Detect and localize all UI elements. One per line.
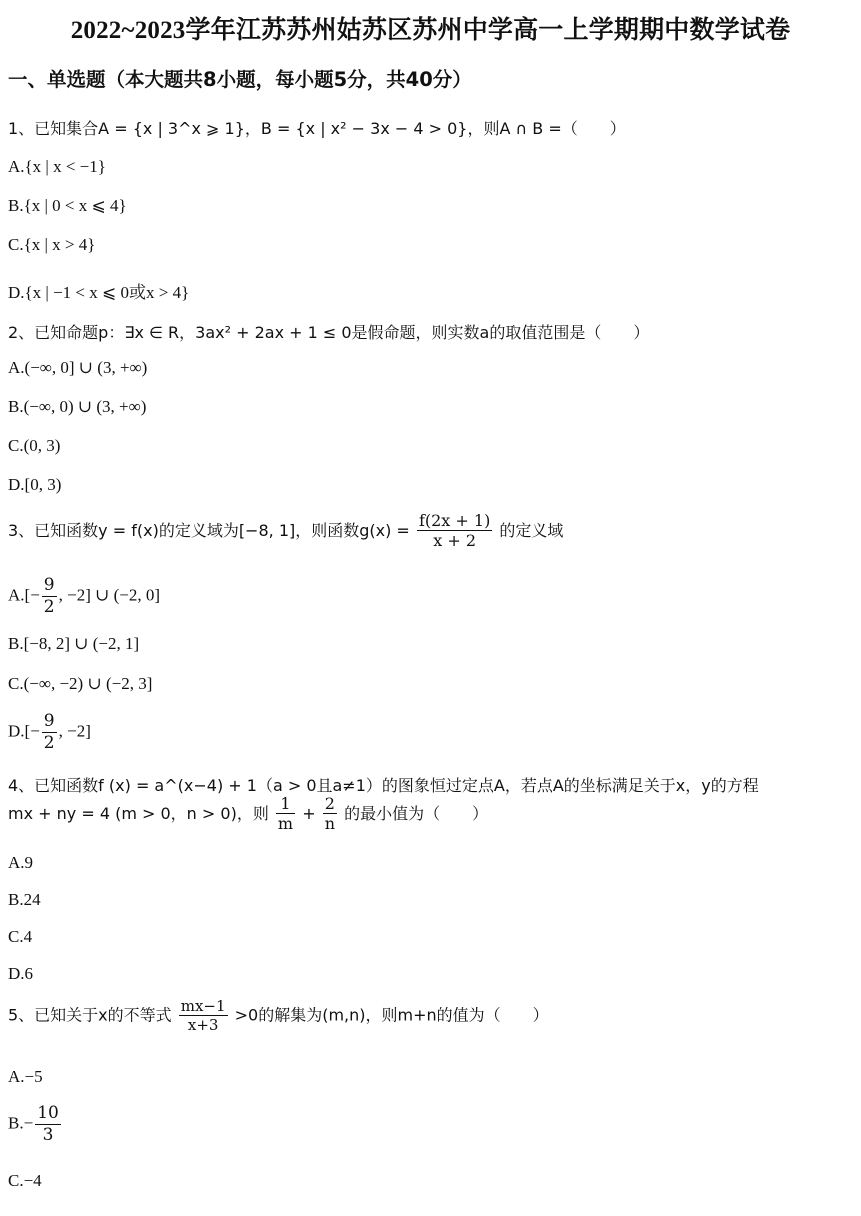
question-2-option-c: C.(0, 3)	[8, 436, 61, 455]
question-2-stem: 2、已知命题p：∃x ∈ R，3ax² + 2ax + 1 ≤ 0是假命题，则实数a的取值范围是（ ）	[8, 323, 650, 342]
plus-sign: +	[302, 803, 316, 823]
option-fraction	[35, 1104, 61, 1145]
question-3-option-a	[8, 576, 160, 617]
question-5-option-c: C.−4	[8, 1171, 42, 1190]
question-3-fraction	[417, 512, 492, 551]
question-5-stem-tail: >0的解集为(m,n)，则m+n的值为（ ）	[234, 1005, 549, 1025]
question-4-option-b: B.24	[8, 890, 41, 909]
exam-title: 2022~2023学年江苏苏州姑苏区苏州中学高一上学期期中数学试卷	[70, 17, 791, 44]
fraction-denominator: 2	[43, 596, 55, 617]
question-4-stem-line-2	[8, 795, 488, 834]
option-suffix: , −2] ∪ (−2, 0]	[58, 585, 161, 605]
option-fraction	[42, 576, 57, 617]
option-suffix: , −2]	[58, 721, 91, 741]
question-3-fraction-numerator: f(2x + 1)	[418, 511, 491, 530]
question-4-option-d: D.6	[8, 964, 34, 983]
question-2-option-a: A.(−∞, 0] ∪ (3, +∞)	[8, 358, 148, 377]
option-prefix: B.−	[8, 1113, 34, 1133]
option-fraction	[42, 712, 57, 753]
fraction-denominator: 3	[35, 1124, 61, 1145]
fraction-denominator: 2	[43, 732, 55, 753]
option-prefix: A.[−	[8, 585, 40, 605]
question-1-option-a: A.{x | x < −1}	[8, 157, 106, 176]
question-2-option-b: B.(−∞, 0) ∪ (3, +∞)	[8, 397, 147, 416]
question-4-equation: mx + ny = 4 (m > 0，n > 0)，则	[8, 803, 269, 823]
fraction-numerator: 1	[280, 794, 291, 813]
question-3-option-b: B.[−8, 2] ∪ (−2, 1]	[8, 634, 140, 653]
question-5-fraction	[179, 998, 228, 1034]
question-5-stem-text: 5、已知关于x的不等式	[8, 1005, 172, 1025]
fraction-denominator: x+3	[179, 1015, 228, 1034]
question-3-option-c: C.(−∞, −2) ∪ (−2, 3]	[8, 674, 153, 693]
fraction-numerator: 9	[43, 575, 55, 595]
fraction-numerator: 10	[37, 1103, 59, 1123]
question-1-option-d: D.{x | −1 < x ⩽ 0或x > 4}	[8, 283, 190, 302]
question-5-stem	[8, 998, 549, 1034]
question-1-option-b: B.{x | 0 < x ⩽ 4}	[8, 196, 127, 215]
fraction-numerator: mx−1	[180, 997, 226, 1015]
question-1-option-c: C.{x | x > 4}	[8, 235, 96, 254]
fraction-numerator: 9	[43, 711, 55, 731]
question-4-fraction-2	[323, 795, 337, 834]
section-title: 一、单选题（本大题共8小题，每小题5分，共40分）	[8, 68, 472, 91]
question-3-stem	[8, 512, 563, 551]
fraction-denominator: n	[324, 814, 335, 834]
question-4-fraction-1	[276, 795, 295, 834]
question-1-stem: 1、已知集合A = {x | 3^x ⩾ 1}，B = {x | x² − 3x − 4 > 0}，则A ∩ B =（ ）	[8, 119, 626, 138]
question-5-option-a: A.−5	[8, 1067, 43, 1086]
question-3-fraction-denominator: x + 2	[417, 530, 492, 550]
fraction-denominator: m	[277, 814, 294, 834]
fraction-numerator: 2	[324, 794, 335, 813]
question-4-stem-tail: 的最小值为（ ）	[344, 803, 489, 823]
question-4-option-a: A.9	[8, 853, 34, 872]
question-4-option-c: C.4	[8, 927, 33, 946]
question-3-stem-tail: 的定义域	[499, 520, 564, 540]
question-3-option-d	[8, 712, 91, 753]
question-4-stem-line-1: 4、已知函数f (x) = a^(x−4) + 1（a > 0且a≠1）的图象恒过定点A，若点A的坐标满足关于x，y的方程	[8, 776, 759, 795]
option-prefix: D.[−	[8, 721, 40, 741]
question-3-stem-text: 3、已知函数y = f(x)的定义域为[−8, 1]，则函数g(x) =	[8, 520, 410, 540]
question-5-option-b	[8, 1104, 63, 1145]
question-2-option-d: D.[0, 3)	[8, 475, 62, 494]
